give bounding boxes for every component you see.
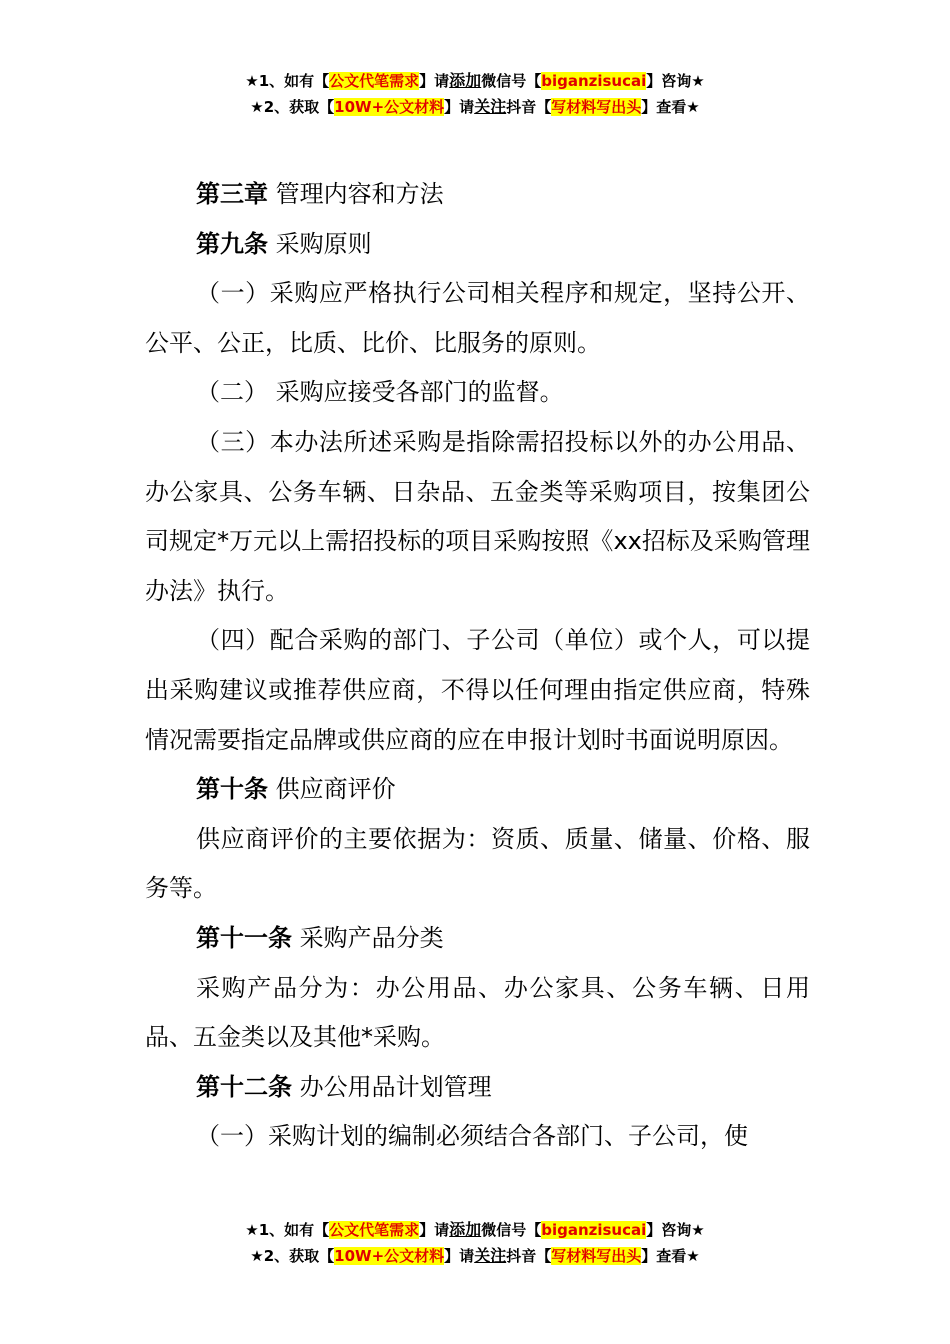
article-12-heading: 第十二条 办公用品计划管理 [196,1072,492,1101]
highlight-service: 公文代笔需求 [329,72,420,90]
article-9-para-2: （二） 采购应接受各部门的监督。 [196,378,564,407]
article-11-heading: 第十一条 采购产品分类 [196,923,444,952]
article-9-para-3: （三）本办法所述采购是指除需招投标以外的办公用品、办公家具、公务车辆、日杂品、五金类等采购项目，按集团公司规定*万元以上需招投标的项目采购按照《xx招标及采购管理办法》执行。 [145,427,810,605]
article-9-para-1: （一）采购应严格执行公司相关程序和规定，坚持公开、公平、公正，比质、比价、比服务的原则。 [145,279,810,357]
highlight-wechat-id: biganzisucai [541,1221,647,1239]
banner-line-1: ★1、如有【公文代笔需求】请添加微信号【biganzisucai】咨询★ [245,1220,705,1239]
article-9-heading: 第九条 采购原则 [196,229,372,258]
star-icon: ★ [686,98,700,116]
article-11-para-1: 采购产品分为：办公用品、办公家具、公务车辆、日用品、五金类以及其他*采购。 [145,973,810,1052]
star-icon: ★ [686,1247,700,1265]
chapter-heading: 第三章 管理内容和方法 [196,180,444,208]
star-icon: ★ [250,98,264,116]
highlight-materials: 10W+公文材料 [334,98,445,116]
banner-line-1: ★1、如有【公文代笔需求】请添加微信号【biganzisucai】咨询★ [245,71,705,90]
highlight-service: 公文代笔需求 [329,1221,420,1239]
star-icon: ★ [245,1221,259,1239]
banner-line-2: ★2、获取【10W+公文材料】请关注抖音【写材料写出头】查看★ [250,97,700,116]
article-10-heading: 第十条 供应商评价 [196,775,396,804]
highlight-douyin-account: 写材料写出头 [551,98,642,116]
article-10-para-1: 供应商评价的主要依据为：资质、质量、储量、价格、服务等。 [145,824,810,903]
highlight-douyin-account: 写材料写出头 [551,1247,642,1265]
star-icon: ★ [691,72,705,90]
star-icon: ★ [250,1247,264,1265]
footer-banner [0,1217,950,1269]
article-12-para-1: （一）采购计划的编制必须结合各部门、子公司，使 [196,1122,748,1151]
header-banner [0,68,950,120]
highlight-wechat-id: biganzisucai [541,72,647,90]
document-body [145,170,810,1162]
article-9-para-4: （四）配合采购的部门、子公司（单位）或个人，可以提出采购建议或推荐供应商，不得以任何理由指定供应商，特殊情况需要指定品牌或供应商的应在申报计划时书面说明原因。 [145,626,810,754]
star-icon: ★ [691,1221,705,1239]
banner-line-2: ★2、获取【10W+公文材料】请关注抖音【写材料写出头】查看★ [250,1246,700,1265]
star-icon: ★ [245,72,259,90]
highlight-materials: 10W+公文材料 [334,1247,445,1265]
